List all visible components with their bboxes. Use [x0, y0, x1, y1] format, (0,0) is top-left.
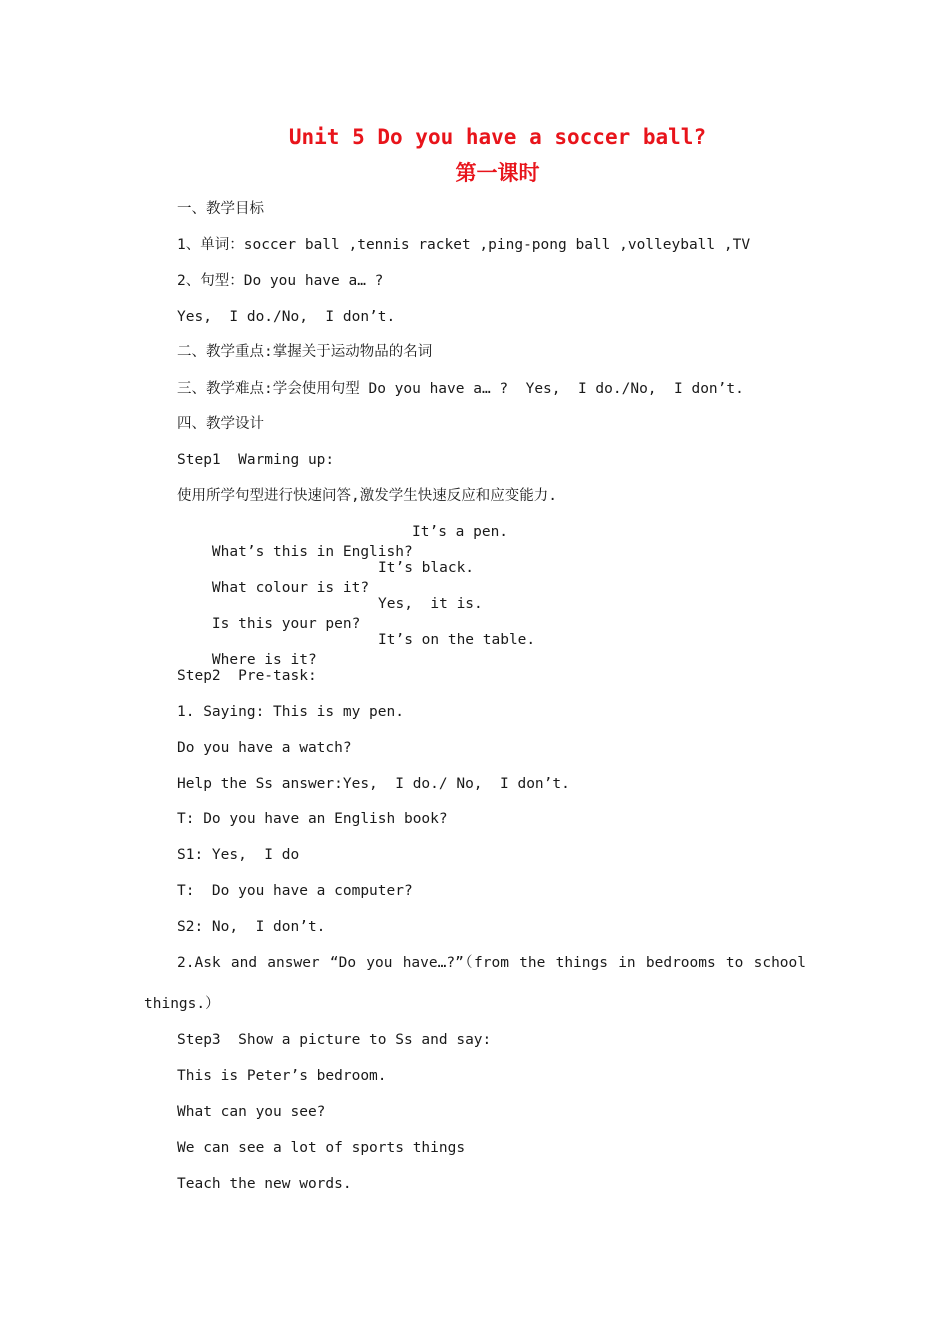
help-line: Help the Ss answer:Yes, I do./ No, I don’t. — [177, 776, 570, 792]
objectives-heading: 一、教学目标 — [177, 201, 264, 217]
document-title: Unit 5 Do you have a soccer ball? — [288, 125, 707, 149]
step2-heading: Step2 Pre-task: — [177, 668, 317, 684]
qa-answer: Yes, it is. — [378, 596, 483, 612]
see-question: What can you see? — [177, 1104, 326, 1120]
qa-question: Is this your pen? — [211, 616, 361, 632]
difficult-points: 三、教学难点:学会使用句型 Do you have a… ? Yes, I do./No, I don’t. — [177, 381, 744, 397]
pattern-answer: Yes, I do./No, I don’t. — [177, 309, 396, 325]
lesson-subtitle: 第一课时 — [455, 161, 540, 185]
ask-answer-line-2: things.） — [144, 996, 220, 1012]
qa-answer: It’s black. — [378, 560, 475, 576]
step1-description: 使用所学句型进行快速问答,激发学生快速反应和应变能力. — [177, 488, 557, 504]
qa-question: Where is it? — [211, 652, 317, 668]
see-answer: We can see a lot of sports things — [177, 1140, 466, 1156]
teacher-line-1: T: Do you have an English book? — [177, 811, 448, 827]
key-points: 二、教学重点:掌握关于运动物品的名词 — [177, 344, 433, 360]
step3-heading: Step3 Show a picture to Ss and say: — [177, 1032, 492, 1048]
student-line-1: S1: Yes, I do — [177, 847, 300, 863]
pattern-line: 2、句型：Do you have a… ? — [177, 273, 384, 289]
qa-answer: It’s a pen. — [412, 524, 509, 540]
saying-line: 1. Saying: This is my pen. — [177, 704, 404, 720]
ask-answer-line-1: 2.Ask and answer “Do you have…?”（from the things in bedrooms to school — [177, 955, 806, 971]
watch-question: Do you have a watch? — [177, 740, 352, 756]
bedroom-line: This is Peter’s bedroom. — [177, 1068, 387, 1084]
qa-question: What colour is it? — [211, 580, 370, 596]
vocab-line: 1、单词：soccer ball ,tennis racket ,ping-pong ball ,volleyball ,TV — [177, 237, 751, 253]
student-line-2: S2: No, I don’t. — [177, 919, 326, 935]
qa-question: What’s this in English? — [211, 544, 413, 560]
step1-heading: Step1 Warming up: — [177, 452, 335, 468]
teacher-line-2: T: Do you have a computer? — [177, 883, 413, 899]
teach-line: Teach the new words. — [177, 1176, 352, 1192]
design-heading: 四、教学设计 — [177, 416, 264, 432]
qa-answer: It’s on the table. — [378, 632, 536, 648]
ask-answer-paragraph — [144, 953, 806, 1014]
